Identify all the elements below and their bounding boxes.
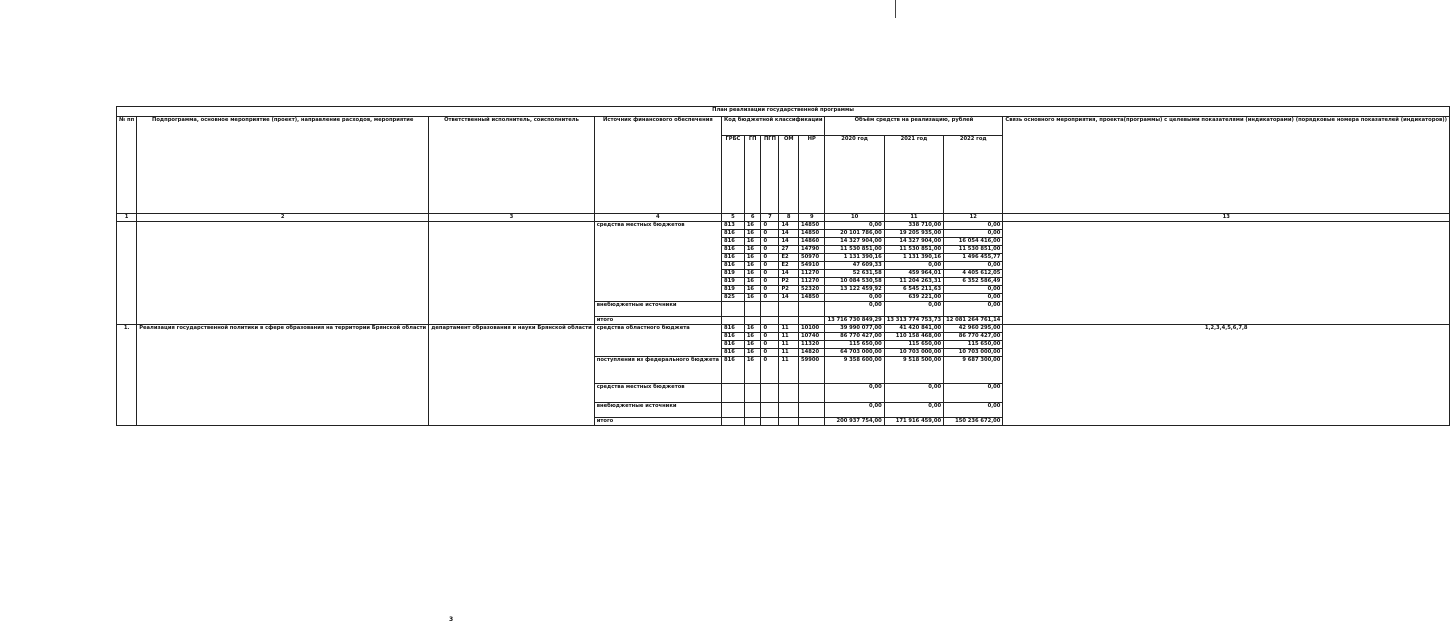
header-year-2021: 2021 год	[884, 136, 943, 214]
empty-code-cell	[799, 317, 825, 325]
amount-2022: 0,00	[944, 230, 1003, 238]
amount-2020: 200 937 754,00	[825, 418, 884, 426]
source-local-budgets: средства местных бюджетов	[594, 384, 721, 403]
table-title: План реализации государственной программы	[117, 107, 1450, 117]
om-code: 14	[779, 230, 799, 238]
amount-2021: 0,00	[884, 302, 943, 317]
header-year-2022: 2022 год	[944, 136, 1003, 214]
nr-code: 10740	[799, 333, 825, 341]
amount-2022: 0,00	[944, 384, 1003, 403]
amount-2021: 0,00	[884, 384, 943, 403]
gp-code: 16	[744, 230, 761, 238]
grbs-code: 816	[722, 230, 745, 238]
pgp-code: 0	[761, 254, 779, 262]
gp-code: 16	[744, 341, 761, 349]
empty-code-cell	[722, 302, 745, 317]
column-number: 6	[744, 214, 761, 222]
grbs-code: 816	[722, 333, 745, 341]
plan-table	[116, 106, 1450, 426]
amount-2022: 115 650,00	[944, 341, 1003, 349]
header-year-2020: 2020 год	[825, 136, 884, 214]
amount-2020: 1 131 390,16	[825, 254, 884, 262]
nr-code: 11320	[799, 341, 825, 349]
om-code: 11	[779, 357, 799, 384]
grbs-code: 819	[722, 278, 745, 286]
header-grbs: ГРБС	[722, 136, 745, 214]
amount-2020: 0,00	[825, 302, 884, 317]
nr-code: 14850	[799, 294, 825, 302]
amount-2020: 0,00	[825, 222, 884, 230]
nr-code: 14820	[799, 349, 825, 357]
amount-2022: 11 530 851,00	[944, 246, 1003, 254]
gp-code: 16	[744, 357, 761, 384]
empty-code-cell	[779, 418, 799, 426]
empty-code-cell	[779, 317, 799, 325]
column-number: 13	[1003, 214, 1450, 222]
total-label: итого	[594, 317, 721, 325]
nr-code: 11270	[799, 278, 825, 286]
empty-code-cell	[799, 418, 825, 426]
grbs-code: 825	[722, 294, 745, 302]
empty-code-cell	[722, 317, 745, 325]
om-code: 27	[779, 246, 799, 254]
om-code: 14	[779, 222, 799, 230]
responsible-cell	[429, 222, 595, 325]
empty-code-cell	[799, 302, 825, 317]
pgp-code: 0	[761, 341, 779, 349]
amount-2020: 39 990 077,00	[825, 325, 884, 333]
gp-code: 16	[744, 333, 761, 341]
grbs-code: 819	[722, 270, 745, 278]
amount-2022: 0,00	[944, 302, 1003, 317]
empty-code-cell	[761, 418, 779, 426]
gp-code: 16	[744, 278, 761, 286]
header-indicator-link: Связь основного мероприятия, проекта(программы) с целевыми показателями (индикаторами) (порядковые номера показателей (индикаторов))	[1003, 117, 1450, 214]
amount-2021: 639 221,00	[884, 294, 943, 302]
column-number: 10	[825, 214, 884, 222]
nr-code: 54910	[799, 262, 825, 270]
amount-2021: 459 964,01	[884, 270, 943, 278]
header-source: Источник финансового обеспечения	[594, 117, 721, 214]
gp-code: 16	[744, 325, 761, 333]
header-num: № пп	[117, 117, 137, 214]
source-extrabudgetary: внебюджетные источники	[594, 302, 721, 317]
om-code: 11	[779, 333, 799, 341]
source-extrabudgetary: внебюджетные источники	[594, 403, 721, 418]
grbs-code: 816	[722, 254, 745, 262]
nr-code: 50970	[799, 254, 825, 262]
amount-2021: 0,00	[884, 403, 943, 418]
amount-2021: 6 545 211,63	[884, 286, 943, 294]
grbs-code: 816	[722, 325, 745, 333]
column-number: 2	[137, 214, 429, 222]
empty-code-cell	[744, 302, 761, 317]
amount-2022: 86 770 427,00	[944, 333, 1003, 341]
amount-2022: 0,00	[944, 222, 1003, 230]
pgp-code: 0	[761, 246, 779, 254]
amount-2021: 10 703 000,00	[884, 349, 943, 357]
empty-code-cell	[744, 403, 761, 418]
amount-2022: 9 687 300,00	[944, 357, 1003, 384]
om-code: 11	[779, 349, 799, 357]
gp-code: 16	[744, 286, 761, 294]
main-activity-name: Реализация государственной политики в сфере образования на территории Брянской области	[137, 325, 429, 426]
empty-code-cell	[779, 384, 799, 403]
column-number: 8	[779, 214, 799, 222]
empty-code-cell	[744, 317, 761, 325]
table-row	[117, 325, 1450, 333]
amount-2022: 150 236 672,00	[944, 418, 1003, 426]
amount-2020: 14 327 904,00	[825, 238, 884, 246]
responsible-executor: департамент образования и науки Брянской области	[429, 325, 595, 426]
amount-2022: 16 054 416,00	[944, 238, 1003, 246]
pgp-code: 0	[761, 349, 779, 357]
grbs-code: 813	[722, 222, 745, 230]
amount-2022: 12 081 264 761,14	[944, 317, 1003, 325]
gp-code: 16	[744, 238, 761, 246]
amount-2020: 0,00	[825, 384, 884, 403]
source-local-budgets: средства местных бюджетов	[594, 222, 721, 302]
empty-code-cell	[744, 418, 761, 426]
pgp-code: 0	[761, 230, 779, 238]
empty-code-cell	[799, 384, 825, 403]
amount-2020: 64 703 000,00	[825, 349, 884, 357]
column-number: 4	[594, 214, 721, 222]
nr-code: 14850	[799, 230, 825, 238]
amount-2020: 10 084 530,58	[825, 278, 884, 286]
amount-2020: 0,00	[825, 403, 884, 418]
om-code: 11	[779, 325, 799, 333]
amount-2020: 0,00	[825, 294, 884, 302]
gp-code: 16	[744, 270, 761, 278]
amount-2021: 14 327 904,00	[884, 238, 943, 246]
amount-2020: 20 101 786,00	[825, 230, 884, 238]
amount-2021: 9 518 500,00	[884, 357, 943, 384]
header-pgp: ПГП	[761, 136, 779, 214]
gp-code: 16	[744, 246, 761, 254]
amount-2021: 11 530 851,00	[884, 246, 943, 254]
amount-2021: 11 204 263,31	[884, 278, 943, 286]
om-code: Р2	[779, 286, 799, 294]
indicator-cell	[1003, 222, 1450, 325]
column-number: 12	[944, 214, 1003, 222]
column-number: 1	[117, 214, 137, 222]
amount-2022: 6 352 586,49	[944, 278, 1003, 286]
pgp-code: 0	[761, 286, 779, 294]
amount-2020: 11 530 851,00	[825, 246, 884, 254]
gp-code: 16	[744, 349, 761, 357]
gp-code: 16	[744, 262, 761, 270]
pgp-code: 0	[761, 294, 779, 302]
row-number: 1.	[117, 325, 137, 426]
om-code: 14	[779, 270, 799, 278]
pgp-code: 0	[761, 270, 779, 278]
empty-code-cell	[761, 302, 779, 317]
row-num-cell	[117, 222, 137, 325]
pgp-code: 0	[761, 357, 779, 384]
column-number: 11	[884, 214, 943, 222]
gp-code: 16	[744, 254, 761, 262]
column-number: 5	[722, 214, 745, 222]
empty-code-cell	[744, 384, 761, 403]
amount-2021: 110 158 468,00	[884, 333, 943, 341]
amount-2021: 338 710,00	[884, 222, 943, 230]
header-funding-volume: Объём средств на реализацию, рублей	[825, 117, 1003, 136]
grbs-code: 819	[722, 286, 745, 294]
column-number: 3	[429, 214, 595, 222]
amount-2021: 171 916 459,00	[884, 418, 943, 426]
nr-code: 14860	[799, 238, 825, 246]
empty-code-cell	[761, 384, 779, 403]
om-code: 14	[779, 238, 799, 246]
grbs-code: 816	[722, 341, 745, 349]
nr-code: 14850	[799, 222, 825, 230]
nr-code: 11270	[799, 270, 825, 278]
amount-2022: 0,00	[944, 286, 1003, 294]
table-row	[117, 222, 1450, 230]
amount-2021: 1 131 390,16	[884, 254, 943, 262]
amount-2022: 4 405 612,05	[944, 270, 1003, 278]
column-number-row	[117, 214, 1450, 222]
empty-code-cell	[722, 384, 745, 403]
grbs-code: 816	[722, 238, 745, 246]
amount-2022: 0,00	[944, 294, 1003, 302]
grbs-code: 816	[722, 349, 745, 357]
nr-code: 52320	[799, 286, 825, 294]
grbs-code: 816	[722, 357, 745, 384]
total-label: итого	[594, 418, 721, 426]
om-code: 11	[779, 341, 799, 349]
header-budget-code: Код бюджетной классификации	[722, 117, 825, 136]
amount-2021: 13 313 774 753,73	[884, 317, 943, 325]
pgp-code: 0	[761, 325, 779, 333]
source-regional-budget: средства областного бюджета	[594, 325, 721, 357]
scan-edge-line	[895, 0, 896, 18]
empty-code-cell	[761, 403, 779, 418]
pgp-code: 0	[761, 333, 779, 341]
header-nr: НР	[799, 136, 825, 214]
nr-code: 10100	[799, 325, 825, 333]
header-gp: ГП	[744, 136, 761, 214]
amount-2021: 41 420 841,00	[884, 325, 943, 333]
amount-2021: 19 205 935,00	[884, 230, 943, 238]
amount-2020: 52 631,58	[825, 270, 884, 278]
empty-code-cell	[722, 403, 745, 418]
header-om: ОМ	[779, 136, 799, 214]
column-number: 7	[761, 214, 779, 222]
gp-code: 16	[744, 294, 761, 302]
subprogram-cell	[137, 222, 429, 325]
pgp-code: 0	[761, 278, 779, 286]
amount-2021: 0,00	[884, 262, 943, 270]
source-federal-budget: поступления из федерального бюджета	[594, 357, 721, 384]
pgp-code: 0	[761, 262, 779, 270]
amount-2020: 47 609,33	[825, 262, 884, 270]
pgp-code: 0	[761, 222, 779, 230]
amount-2022: 10 703 000,00	[944, 349, 1003, 357]
om-code: Р2	[779, 278, 799, 286]
pgp-code: 0	[761, 238, 779, 246]
amount-2020: 13 716 730 849,29	[825, 317, 884, 325]
empty-code-cell	[779, 403, 799, 418]
amount-2022: 0,00	[944, 403, 1003, 418]
empty-code-cell	[779, 302, 799, 317]
header-subprogram: Подпрограмма, основное мероприятие (проект), направление расходов, мероприятие	[137, 117, 429, 214]
column-number: 9	[799, 214, 825, 222]
amount-2020: 13 122 459,92	[825, 286, 884, 294]
page-number: 3	[449, 616, 454, 623]
nr-code: 59900	[799, 357, 825, 384]
amount-2020: 115 650,00	[825, 341, 884, 349]
amount-2022: 0,00	[944, 262, 1003, 270]
indicator-numbers: 1,2,3,4,5,6,7,8	[1003, 325, 1450, 426]
amount-2022: 1 496 455,77	[944, 254, 1003, 262]
amount-2020: 9 358 600,00	[825, 357, 884, 384]
empty-code-cell	[799, 403, 825, 418]
om-code: Е2	[779, 254, 799, 262]
nr-code: 14790	[799, 246, 825, 254]
gp-code: 16	[744, 222, 761, 230]
header-responsible: Ответственный исполнитель, соисполнитель	[429, 117, 595, 214]
empty-code-cell	[761, 317, 779, 325]
amount-2022: 42 960 295,00	[944, 325, 1003, 333]
grbs-code: 816	[722, 246, 745, 254]
grbs-code: 816	[722, 262, 745, 270]
amount-2021: 115 650,00	[884, 341, 943, 349]
om-code: 14	[779, 294, 799, 302]
empty-code-cell	[722, 418, 745, 426]
amount-2020: 86 770 427,00	[825, 333, 884, 341]
om-code: Е2	[779, 262, 799, 270]
